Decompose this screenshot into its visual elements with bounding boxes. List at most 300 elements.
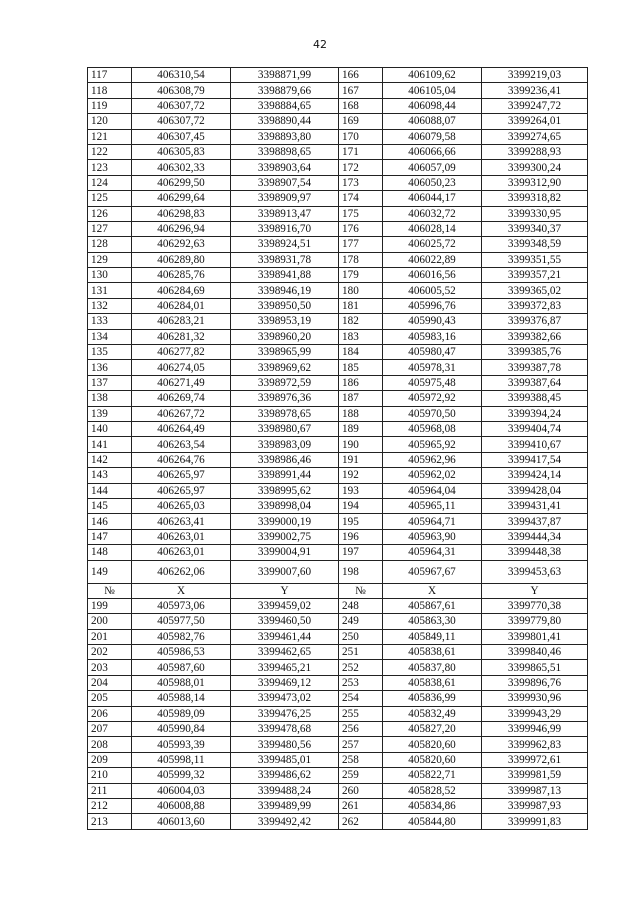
x-coordinate: 406004,03	[132, 783, 231, 798]
point-number: 128	[88, 237, 132, 252]
x-coordinate: 405834,86	[383, 798, 482, 813]
x-coordinate: 406307,72	[132, 98, 231, 113]
x-coordinate: 406057,09	[383, 160, 482, 175]
point-number: 166	[339, 68, 383, 83]
x-coordinate: 406284,69	[132, 283, 231, 298]
x-coordinate: 405967,67	[383, 560, 482, 583]
x-coordinate: 406263,01	[132, 529, 231, 544]
point-number: 254	[339, 691, 383, 706]
x-coordinate: 405838,61	[383, 645, 482, 660]
point-number: 182	[339, 314, 383, 329]
point-number: 258	[339, 752, 383, 767]
y-coordinate: 3399991,83	[482, 814, 588, 829]
table-row	[88, 329, 588, 344]
point-number: 211	[88, 783, 132, 798]
y-coordinate: 3399492,42	[231, 814, 339, 829]
y-coordinate: 3398953,19	[231, 314, 339, 329]
point-number: 140	[88, 421, 132, 436]
point-number: 199	[88, 598, 132, 613]
point-number: 206	[88, 706, 132, 721]
table-row	[88, 252, 588, 267]
x-coordinate: 406283,21	[132, 314, 231, 329]
x-coordinate: 406263,54	[132, 437, 231, 452]
x-coordinate: 405836,99	[383, 691, 482, 706]
y-coordinate: 3399462,65	[231, 645, 339, 660]
y-coordinate: 3399485,01	[231, 752, 339, 767]
x-coordinate: 405849,11	[383, 629, 482, 644]
x-coordinate: 406296,94	[132, 221, 231, 236]
x-coordinate: 405844,80	[383, 814, 482, 829]
x-coordinate: 406307,45	[132, 129, 231, 144]
point-number: 187	[339, 391, 383, 406]
x-coordinate: 405964,04	[383, 483, 482, 498]
point-number: 121	[88, 129, 132, 144]
x-coordinate: 406308,79	[132, 83, 231, 98]
point-number: 209	[88, 752, 132, 767]
point-number: 135	[88, 345, 132, 360]
table-row	[88, 768, 588, 783]
x-coordinate: 405973,06	[132, 598, 231, 613]
point-number: 200	[88, 614, 132, 629]
x-coordinate: 406098,44	[383, 98, 482, 113]
table-row	[88, 529, 588, 544]
x-coordinate: 405998,11	[132, 752, 231, 767]
y-coordinate: 3399460,50	[231, 614, 339, 629]
point-number: 145	[88, 498, 132, 513]
y-coordinate: 3398879,66	[231, 83, 339, 98]
point-number: 190	[339, 437, 383, 452]
table-row	[88, 68, 588, 83]
header-x: X	[383, 583, 482, 598]
x-coordinate: 406298,83	[132, 206, 231, 221]
y-coordinate: 3398972,59	[231, 375, 339, 390]
y-coordinate: 3398890,44	[231, 114, 339, 129]
y-coordinate: 3399946,99	[482, 722, 588, 737]
x-coordinate: 405832,49	[383, 706, 482, 721]
y-coordinate: 3399387,78	[482, 360, 588, 375]
y-coordinate: 3399461,44	[231, 629, 339, 644]
point-number: 255	[339, 706, 383, 721]
y-coordinate: 3398907,54	[231, 175, 339, 190]
y-coordinate: 3398931,78	[231, 252, 339, 267]
x-coordinate: 405863,30	[383, 614, 482, 629]
y-coordinate: 3399478,68	[231, 722, 339, 737]
x-coordinate: 406262,06	[132, 560, 231, 583]
table-row	[88, 437, 588, 452]
x-coordinate: 405968,08	[383, 421, 482, 436]
y-coordinate: 3399300,24	[482, 160, 588, 175]
x-coordinate: 405820,60	[383, 737, 482, 752]
x-coordinate: 405987,60	[132, 660, 231, 675]
point-number: 148	[88, 545, 132, 560]
point-number: 179	[339, 268, 383, 283]
x-coordinate: 406066,66	[383, 144, 482, 159]
table-row	[88, 160, 588, 175]
y-coordinate: 3399247,72	[482, 98, 588, 113]
point-number: 120	[88, 114, 132, 129]
x-coordinate: 405963,90	[383, 529, 482, 544]
x-coordinate: 405820,60	[383, 752, 482, 767]
header-y: Y	[482, 583, 588, 598]
x-coordinate: 406264,49	[132, 421, 231, 436]
point-number: 132	[88, 298, 132, 313]
y-coordinate: 3399987,13	[482, 783, 588, 798]
point-number: 261	[339, 798, 383, 813]
point-number: 262	[339, 814, 383, 829]
page-number: 42	[313, 38, 327, 51]
point-number: 195	[339, 514, 383, 529]
table-row	[88, 345, 588, 360]
x-coordinate: 406022,89	[383, 252, 482, 267]
x-coordinate: 405970,50	[383, 406, 482, 421]
x-coordinate: 405962,96	[383, 452, 482, 467]
y-coordinate: 3399981,59	[482, 768, 588, 783]
x-coordinate: 406285,76	[132, 268, 231, 283]
point-number: 172	[339, 160, 383, 175]
x-coordinate: 405988,14	[132, 691, 231, 706]
table-row	[88, 737, 588, 752]
x-coordinate: 405962,02	[383, 468, 482, 483]
y-coordinate: 3399453,63	[482, 560, 588, 583]
y-coordinate: 3398976,36	[231, 391, 339, 406]
x-coordinate: 406008,88	[132, 798, 231, 813]
point-number: 249	[339, 614, 383, 629]
point-number: 175	[339, 206, 383, 221]
point-number: 131	[88, 283, 132, 298]
x-coordinate: 405978,31	[383, 360, 482, 375]
y-coordinate: 3399448,38	[482, 545, 588, 560]
table-row	[88, 221, 588, 236]
point-number: 178	[339, 252, 383, 267]
point-number: 167	[339, 83, 383, 98]
y-coordinate: 3398946,19	[231, 283, 339, 298]
table-row	[88, 114, 588, 129]
table-row	[88, 722, 588, 737]
x-coordinate: 406269,74	[132, 391, 231, 406]
x-coordinate: 406307,72	[132, 114, 231, 129]
point-number: 127	[88, 221, 132, 236]
y-coordinate: 3398893,80	[231, 129, 339, 144]
y-coordinate: 3399770,38	[482, 598, 588, 613]
y-coordinate: 3399312,90	[482, 175, 588, 190]
x-coordinate: 406271,49	[132, 375, 231, 390]
point-number: 207	[88, 722, 132, 737]
x-coordinate: 406044,17	[383, 191, 482, 206]
x-coordinate: 405980,47	[383, 345, 482, 360]
y-coordinate: 3398884,65	[231, 98, 339, 113]
point-number: 177	[339, 237, 383, 252]
y-coordinate: 3399236,41	[482, 83, 588, 98]
y-coordinate: 3399002,75	[231, 529, 339, 544]
y-coordinate: 3399404,74	[482, 421, 588, 436]
x-coordinate: 406013,60	[132, 814, 231, 829]
point-number: 212	[88, 798, 132, 813]
table-row	[88, 614, 588, 629]
y-coordinate: 3399480,56	[231, 737, 339, 752]
y-coordinate: 3399288,93	[482, 144, 588, 159]
y-coordinate: 3399388,45	[482, 391, 588, 406]
point-number: 189	[339, 421, 383, 436]
point-number: 203	[88, 660, 132, 675]
point-number: 253	[339, 675, 383, 690]
point-number: 256	[339, 722, 383, 737]
point-number: 184	[339, 345, 383, 360]
table-row	[88, 144, 588, 159]
point-number: 192	[339, 468, 383, 483]
x-coordinate: 406263,01	[132, 545, 231, 560]
x-coordinate: 405986,53	[132, 645, 231, 660]
point-number: 144	[88, 483, 132, 498]
point-number: 122	[88, 144, 132, 159]
y-coordinate: 3399382,66	[482, 329, 588, 344]
table-row	[88, 660, 588, 675]
table-row	[88, 645, 588, 660]
x-coordinate: 405990,84	[132, 722, 231, 737]
header-number: №	[339, 583, 383, 598]
y-coordinate: 3399865,51	[482, 660, 588, 675]
x-coordinate: 406292,63	[132, 237, 231, 252]
y-coordinate: 3399351,55	[482, 252, 588, 267]
table-row	[88, 298, 588, 313]
x-coordinate: 405867,61	[383, 598, 482, 613]
point-number: 251	[339, 645, 383, 660]
x-coordinate: 406267,72	[132, 406, 231, 421]
point-number: 123	[88, 160, 132, 175]
y-coordinate: 3399417,54	[482, 452, 588, 467]
x-coordinate: 405977,50	[132, 614, 231, 629]
x-coordinate: 406032,72	[383, 206, 482, 221]
y-coordinate: 3398986,46	[231, 452, 339, 467]
table-row	[88, 560, 588, 583]
y-coordinate: 3399219,03	[482, 68, 588, 83]
y-coordinate: 3399962,83	[482, 737, 588, 752]
y-coordinate: 3399410,67	[482, 437, 588, 452]
point-number: 147	[88, 529, 132, 544]
table-row	[88, 514, 588, 529]
x-coordinate: 405827,20	[383, 722, 482, 737]
point-number: 124	[88, 175, 132, 190]
table-row	[88, 406, 588, 421]
x-coordinate: 406109,62	[383, 68, 482, 83]
x-coordinate: 406264,76	[132, 452, 231, 467]
y-coordinate: 3399340,37	[482, 221, 588, 236]
x-coordinate: 406265,97	[132, 468, 231, 483]
y-coordinate: 3399385,76	[482, 345, 588, 360]
x-coordinate: 405837,80	[383, 660, 482, 675]
y-coordinate: 3398995,62	[231, 483, 339, 498]
y-coordinate: 3398941,88	[231, 268, 339, 283]
point-number: 139	[88, 406, 132, 421]
y-coordinate: 3399987,93	[482, 798, 588, 813]
y-coordinate: 3399004,91	[231, 545, 339, 560]
point-number: 257	[339, 737, 383, 752]
y-coordinate: 3398978,65	[231, 406, 339, 421]
y-coordinate: 3399376,87	[482, 314, 588, 329]
point-number: 170	[339, 129, 383, 144]
y-coordinate: 3399000,19	[231, 514, 339, 529]
table-row	[88, 191, 588, 206]
y-coordinate: 3399896,76	[482, 675, 588, 690]
x-coordinate: 406305,83	[132, 144, 231, 159]
y-coordinate: 3398983,09	[231, 437, 339, 452]
point-number: 126	[88, 206, 132, 221]
y-coordinate: 3399840,46	[482, 645, 588, 660]
x-coordinate: 406263,41	[132, 514, 231, 529]
point-number: 137	[88, 375, 132, 390]
table-row	[88, 421, 588, 436]
x-coordinate: 406274,05	[132, 360, 231, 375]
x-coordinate: 406265,97	[132, 483, 231, 498]
x-coordinate: 405972,92	[383, 391, 482, 406]
y-coordinate: 3399007,60	[231, 560, 339, 583]
x-coordinate: 406105,04	[383, 83, 482, 98]
table-row	[88, 798, 588, 813]
y-coordinate: 3399372,83	[482, 298, 588, 313]
x-coordinate: 405964,71	[383, 514, 482, 529]
x-coordinate: 406079,58	[383, 129, 482, 144]
x-coordinate: 406016,56	[383, 268, 482, 283]
point-number: 136	[88, 360, 132, 375]
x-coordinate: 406265,03	[132, 498, 231, 513]
y-coordinate: 3399779,80	[482, 614, 588, 629]
point-number: 188	[339, 406, 383, 421]
table-row	[88, 675, 588, 690]
point-number: 205	[88, 691, 132, 706]
coordinates-table	[87, 67, 588, 830]
point-number: 194	[339, 498, 383, 513]
y-coordinate: 3399387,64	[482, 375, 588, 390]
x-coordinate: 406284,01	[132, 298, 231, 313]
point-number: 198	[339, 560, 383, 583]
y-coordinate: 3398909,97	[231, 191, 339, 206]
point-number: 149	[88, 560, 132, 583]
y-coordinate: 3398980,67	[231, 421, 339, 436]
point-number: 133	[88, 314, 132, 329]
table-row	[88, 375, 588, 390]
point-number: 146	[88, 514, 132, 529]
y-coordinate: 3399437,87	[482, 514, 588, 529]
point-number: 174	[339, 191, 383, 206]
x-coordinate: 406028,14	[383, 221, 482, 236]
x-coordinate: 405989,09	[132, 706, 231, 721]
point-number: 119	[88, 98, 132, 113]
x-coordinate: 406299,64	[132, 191, 231, 206]
y-coordinate: 3399365,02	[482, 283, 588, 298]
point-number: 260	[339, 783, 383, 798]
header-y: Y	[231, 583, 339, 598]
y-coordinate: 3398898,65	[231, 144, 339, 159]
y-coordinate: 3399488,24	[231, 783, 339, 798]
table-row	[88, 629, 588, 644]
y-coordinate: 3399473,02	[231, 691, 339, 706]
point-number: 169	[339, 114, 383, 129]
x-coordinate: 405996,76	[383, 298, 482, 313]
y-coordinate: 3398871,99	[231, 68, 339, 83]
table-row	[88, 237, 588, 252]
x-coordinate: 406289,80	[132, 252, 231, 267]
table-row	[88, 706, 588, 721]
point-number: 130	[88, 268, 132, 283]
table-row	[88, 814, 588, 829]
x-coordinate: 405982,76	[132, 629, 231, 644]
point-number: 191	[339, 452, 383, 467]
point-number: 143	[88, 468, 132, 483]
y-coordinate: 3399469,12	[231, 675, 339, 690]
table-row	[88, 468, 588, 483]
coordinates-table-upper	[88, 68, 588, 584]
x-coordinate: 406302,33	[132, 160, 231, 175]
point-number: 134	[88, 329, 132, 344]
y-coordinate: 3398991,44	[231, 468, 339, 483]
point-number: 142	[88, 452, 132, 467]
point-number: 204	[88, 675, 132, 690]
y-coordinate: 3399318,82	[482, 191, 588, 206]
point-number: 168	[339, 98, 383, 113]
point-number: 181	[339, 298, 383, 313]
point-number: 129	[88, 252, 132, 267]
coordinates-table-header	[88, 583, 588, 598]
y-coordinate: 3399274,65	[482, 129, 588, 144]
table-row	[88, 783, 588, 798]
point-number: 125	[88, 191, 132, 206]
y-coordinate: 3399930,96	[482, 691, 588, 706]
y-coordinate: 3399428,04	[482, 483, 588, 498]
x-coordinate: 405983,16	[383, 329, 482, 344]
x-coordinate: 406310,54	[132, 68, 231, 83]
table-row	[88, 391, 588, 406]
table-row	[88, 129, 588, 144]
y-coordinate: 3398916,70	[231, 221, 339, 236]
table-row	[88, 691, 588, 706]
x-coordinate: 406281,32	[132, 329, 231, 344]
x-coordinate: 406025,72	[383, 237, 482, 252]
x-coordinate: 405828,52	[383, 783, 482, 798]
table-header-row	[88, 583, 588, 598]
point-number: 201	[88, 629, 132, 644]
x-coordinate: 405822,71	[383, 768, 482, 783]
point-number: 183	[339, 329, 383, 344]
table-row	[88, 545, 588, 560]
x-coordinate: 405965,11	[383, 498, 482, 513]
y-coordinate: 3399444,34	[482, 529, 588, 544]
point-number: 213	[88, 814, 132, 829]
y-coordinate: 3398998,04	[231, 498, 339, 513]
x-coordinate: 405964,31	[383, 545, 482, 560]
point-number: 118	[88, 83, 132, 98]
x-coordinate: 405999,32	[132, 768, 231, 783]
y-coordinate: 3399394,24	[482, 406, 588, 421]
x-coordinate: 405838,61	[383, 675, 482, 690]
point-number: 196	[339, 529, 383, 544]
coordinates-table-lower	[88, 598, 588, 829]
y-coordinate: 3398950,50	[231, 298, 339, 313]
point-number: 141	[88, 437, 132, 452]
header-number: №	[88, 583, 132, 598]
table-row	[88, 175, 588, 190]
point-number: 173	[339, 175, 383, 190]
table-row	[88, 98, 588, 113]
x-coordinate: 406299,50	[132, 175, 231, 190]
point-number: 138	[88, 391, 132, 406]
point-number: 171	[339, 144, 383, 159]
point-number: 186	[339, 375, 383, 390]
y-coordinate: 3398969,62	[231, 360, 339, 375]
point-number: 259	[339, 768, 383, 783]
y-coordinate: 3398924,51	[231, 237, 339, 252]
x-coordinate: 406050,23	[383, 175, 482, 190]
point-number: 180	[339, 283, 383, 298]
x-coordinate: 405965,92	[383, 437, 482, 452]
